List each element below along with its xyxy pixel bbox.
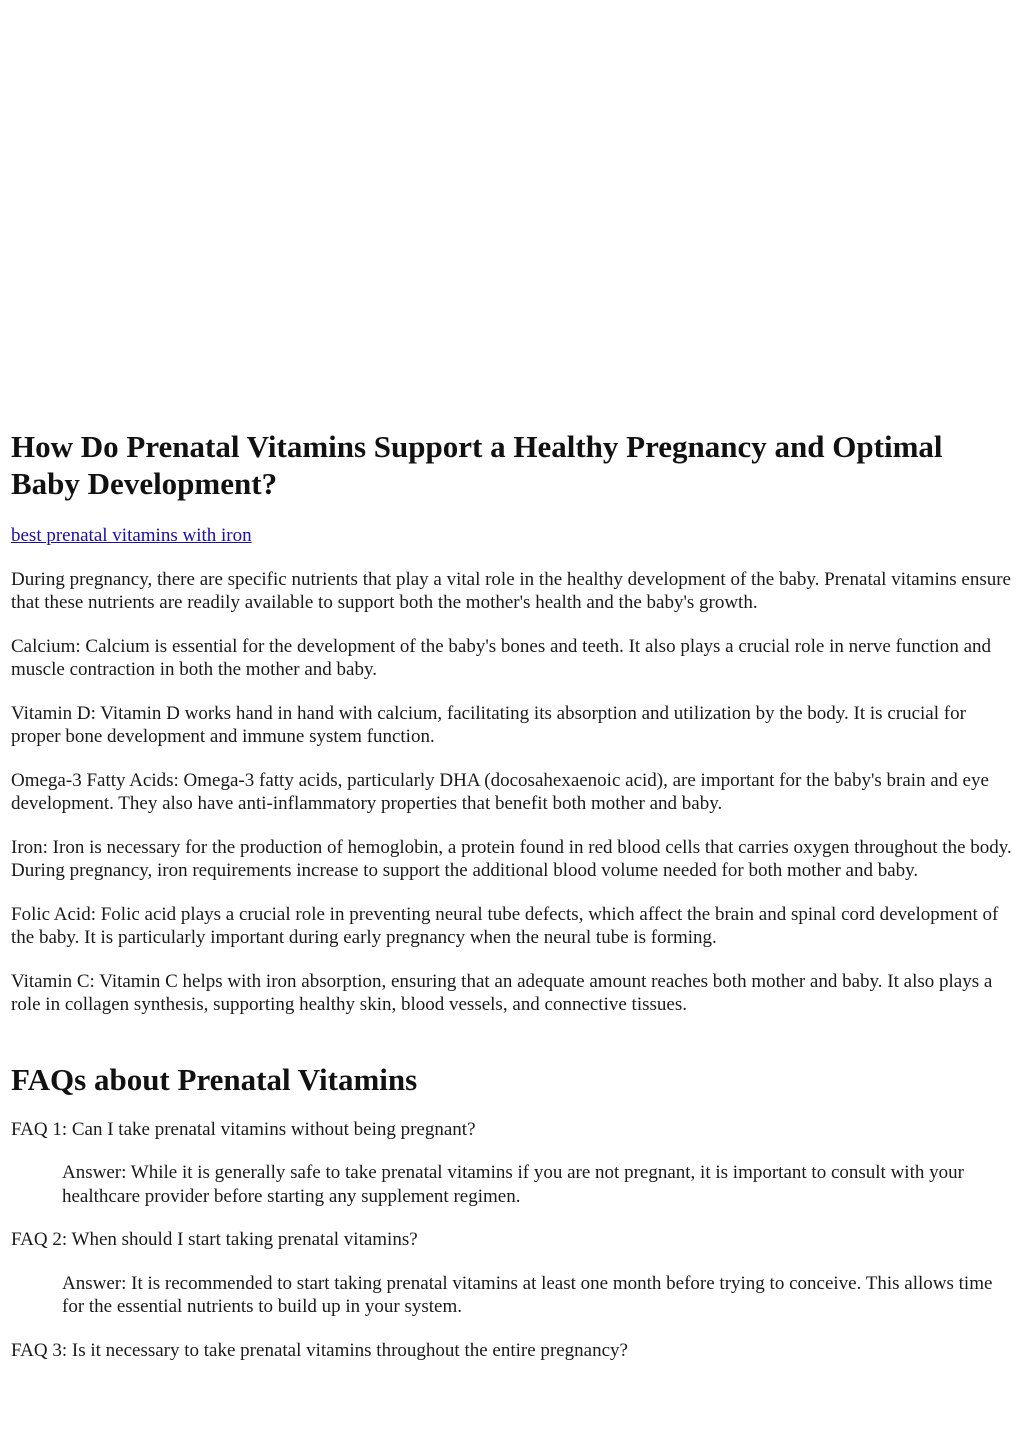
prenatal-vitamins-link[interactable]: best prenatal vitamins with iron — [11, 525, 252, 546]
faq-answer: Answer: It is recommended to start taking prenatal vitamins at least one month before trying to conceive. This allows time for the essential nutrients to build up in your system. — [62, 1272, 993, 1317]
article-content — [11, 428, 1019, 1382]
vitamin-d-paragraph: Vitamin D: Vitamin D works hand in hand with calcium, facilitating its absorption and utilization by the body. It is crucial for proper bone development and immune system function. — [11, 702, 966, 747]
folic-acid-paragraph: Folic Acid: Folic acid plays a crucial role in preventing neural tube defects, which affect the brain and spinal cord development of the baby. It is particularly important during early pregnancy when the neural tube is forming. — [11, 903, 999, 948]
omega-3-paragraph: Omega-3 Fatty Acids: Omega-3 fatty acids, particularly DHA (docosahexaenoic acid), are important for the baby's brain and eye development. They also have anti-inflammatory properties that benefit both mother and baby. — [11, 769, 989, 814]
faq-question: FAQ 1: Can I take prenatal vitamins without being pregnant? — [11, 1118, 476, 1140]
iron-paragraph: Iron: Iron is necessary for the production of hemoglobin, a protein found in red blood cells that carries oxygen throughout the body. During pregnancy, iron requirements increase to support the additional blood volume needed for both mother and baby. — [11, 836, 1012, 881]
faq-question: FAQ 2: When should I start taking prenatal vitamins? — [11, 1229, 418, 1250]
article-title: How Do Prenatal Vitamins Support a Healthy Pregnancy and Optimal Baby Development? — [11, 429, 943, 501]
faq-question: FAQ 3: Is it necessary to take prenatal vitamins throughout the entire pregnancy? — [11, 1339, 628, 1361]
calcium-paragraph: Calcium: Calcium is essential for the development of the baby's bones and teeth. It also plays a crucial role in nerve function and muscle contraction in both the mother and baby. — [11, 635, 992, 680]
faq-title: FAQs about Prenatal Vitamins — [11, 1061, 418, 1097]
vitamin-c-paragraph: Vitamin C: Vitamin C helps with iron absorption, ensuring that an adequate amount reaches both mother and baby. It also plays a role in collagen synthesis, supporting healthy skin, blood vessels, and connective tissues. — [11, 970, 993, 1015]
intro-paragraph: During pregnancy, there are specific nutrients that play a vital role in the healthy development of the baby. Prenatal vitamins ensure that these nutrients are readily available to support both the mother's health and the baby's growth. — [11, 568, 1011, 613]
faq-answer: Answer: While it is generally safe to take prenatal vitamins if you are not pregnant, it is important to consult with your healthcare provider before starting any supplement regimen. — [62, 1162, 964, 1207]
